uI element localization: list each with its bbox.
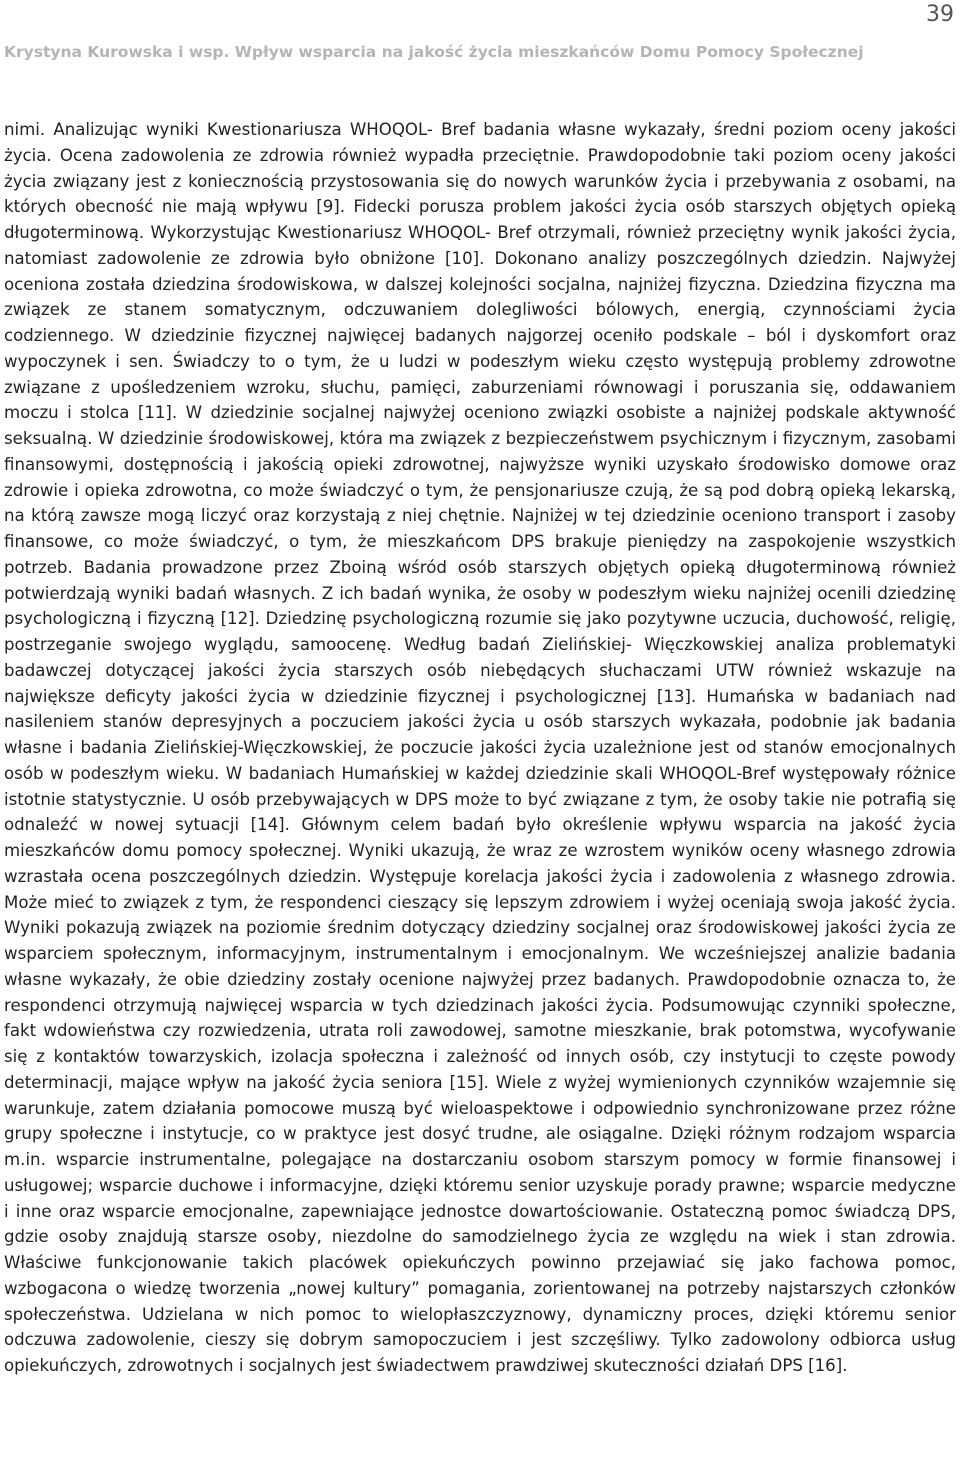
running-header: Krystyna Kurowska i wsp. Wpływ wsparcia na jakość życia mieszkańców Domu Pomocy Społecznej — [4, 43, 864, 61]
body-paragraph: nimi. Analizując wyniki Kwestionariusza WHOQOL- Bref badania własne wykazały, średni poziom oceny jakości życia. Ocena zadowolenia ze zdrowia również wypadła przeciętnie. Prawdopodobnie taki poziom oceny jakości życia związany jest z koniecznością przystosowania się do nowych warunków życia i przebywania z osobami, na których obecność nie mają wpływu [9]. Fidecki porusza problem jakości życia osób starszych objętych opieką długoterminową. Wykorzystując Kwestionariusz WHOQOL- Bref otrzymali, również przeciętny wynik jakości życia, natomiast zadowolenie ze zdrowia było obniżone [10]. Dokonano analizy poszczególnych dziedzin. Najwyżej oceniona została dziedzina środowiskowa, w dalszej kolejności socjalna, najniżej fizyczna. Dziedzina fizyczna ma związek ze stanem somatycznym, odczuwaniem dolegliwości bólowych, energią, czynnościami życia codziennego. W dziedzinie fizycznej najwięcej badanych najgorzej oceniło podskale – ból i dyskomfort oraz wypoczynek i sen. Świadczy to o tym, że u ludzi w podeszłym wieku często występują problemy zdrowotne związane z upośledzeniem wzroku, słuchu, pamięci, zaburzeniami równowagi i poruszania się, oddawaniem moczu i stolca [11]. W dziedzinie socjalnej najwyżej oceniono związki osobiste a najniżej podskale aktywność seksualną. W dziedzinie środowiskowej, która ma związek z bezpieczeństwem psychicznym i fizycznym, zasobami finansowymi, dostępnością i jakością opieki zdrowotnej, najwyższe wyniki uzyskało środowisko domowe oraz zdrowie i opieka zdrowotna, co może świadczyć o tym, że pensjonariusze czują, że są pod dobrą opieką lekarską, na którą zawsze mogą liczyć oraz korzystają z niej chętnie. Najniżej w tej dziedzinie oceniono transport i zasoby finansowe, co może świadczyć, o tym, że mieszkańcom DPS brakuje pieniędzy na zaspokojenie wszystkich potrzeb. Badania prowadzone przez Zboiną wśród osób starszych objętych opieką długoterminową również potwierdzają wyniki badań własnych. Z ich badań wynika, że osoby w podeszłym wieku najniżej ocenili dziedzinę psychologiczną i fizyczną [12]. Dziedzinę psychologiczną rozumie się jako pozytywne uczucia, duchowość, religię, postrzeganie swojego wyglądu, samoocenę. Według badań Zielińskiej- Więczkowskiej analiza problematyki badawczej dotyczącej jakości życia starszych osób niebędących słuchaczami UTW również wskazuje na największe deficyty jakości życia w dziedzinie fizycznej i psychologicznej [13]. Humańska w badaniach nad nasileniem stanów depresyjnych a poczuciem jakości życia u osób starszych wykazała, podobnie jak badania własne i badania Zielińskiej-Więczkowskiej, że poczucie jakości życia uzależnione jest od stanów emocjonalnych osób w podeszłym wieku. W badaniach Humańskiej w każdej dziedzinie skali WHOQOL-Bref występowały różnice istotnie statystycznie. U osób przebywających w DPS może to być związane z tym, że osoby takie nie potrafią się odnaleźć w nowej sytuacji [14]. Głównym celem badań było określenie wpływu wsparcia na jakość życia mieszkańców domu pomocy społecznej. Wyniki ukazują, że wraz ze wzrostem wyników oceny własnego zdrowia wzrastała ocena poszczególnych dziedzin. Występuje korelacja jakości życia i zadowolenia z własnego zdrowia. Może mieć to związek z tym, że respondenci cieszący się lepszym zdrowiem i wyżej oceniają swoja jakość życia. Wyniki pokazują związek na poziomie średnim dotyczący dziedziny socjalnej oraz środowiskowej jakości życia ze wsparciem społecznym, informacyjnym, instrumentalnym i emocjonalnym. We wcześniejszej analizie badania własne wykazały, że obie dziedziny zostały ocenione najwyżej przez badanych. Prawdopodobnie oznacza to, że respondenci otrzymują najwięcej wsparcia w tych dziedzinach jakości życia. Podsumowując czynniki społeczne, fakt wdowieństwa czy rozwiedzenia, utrata roli zawodowej, samotne mieszkanie, brak potomstwa, wycofywanie się z kontaktów towarzyskich, izolacja społeczna i zależność od innych osób, czy instytucji to częste powody determinacji, mające wpływ na jakość życia seniora [15]. Wiele z wyżej wymienionych czynników wzajemnie się warunkuje, zatem działania pomocowe muszą być wieloaspektowe i odpowiednio synchronizowane przez różne grupy społeczne i instytucje, co w praktyce jest dosyć trudne, ale osiągalne. Dzięki różnym rodzajom wsparcia m.in. wsparcie instrumentalne, polegające na dostarczaniu osobom starszym pomocy w formie finansowej i usługowej; wsparcie duchowe i informacyjne, dzięki któremu senior uzyskuje porady prawne; wsparcie medyczne i inne oraz wsparcie emocjonalne, zapewniające jednostce dowartościowanie. Ostateczną pomoc świadczą DPS, gdzie osoby znajdują starsze osoby, niezdolne do samodzielnego życia ze względu na wiek i stan zdrowia. Właściwe funkcjonowanie takich placówek opiekuńczych powinno przejawiać się jako fachowa pomoc, wzbogacona o wiedzę tworzenia „nowej kultury” pomagania, zorientowanej na potrzeby najstarszych członków społeczeństwa. Udzielana w nich pomoc to wielopłaszczyznowy, dynamiczny proces, dzięki któremu senior odczuwa zadowolenie, cieszy się dobrym samopoczuciem i jest szczęśliwy. Tylko zadowolony odbiorca usług opiekuńczych, zdrowotnych i socjalnych jest świadectwem prawdziwej skuteczności działań DPS [16]. — [4, 120, 956, 1375]
page-number: 39 — [926, 2, 954, 27]
